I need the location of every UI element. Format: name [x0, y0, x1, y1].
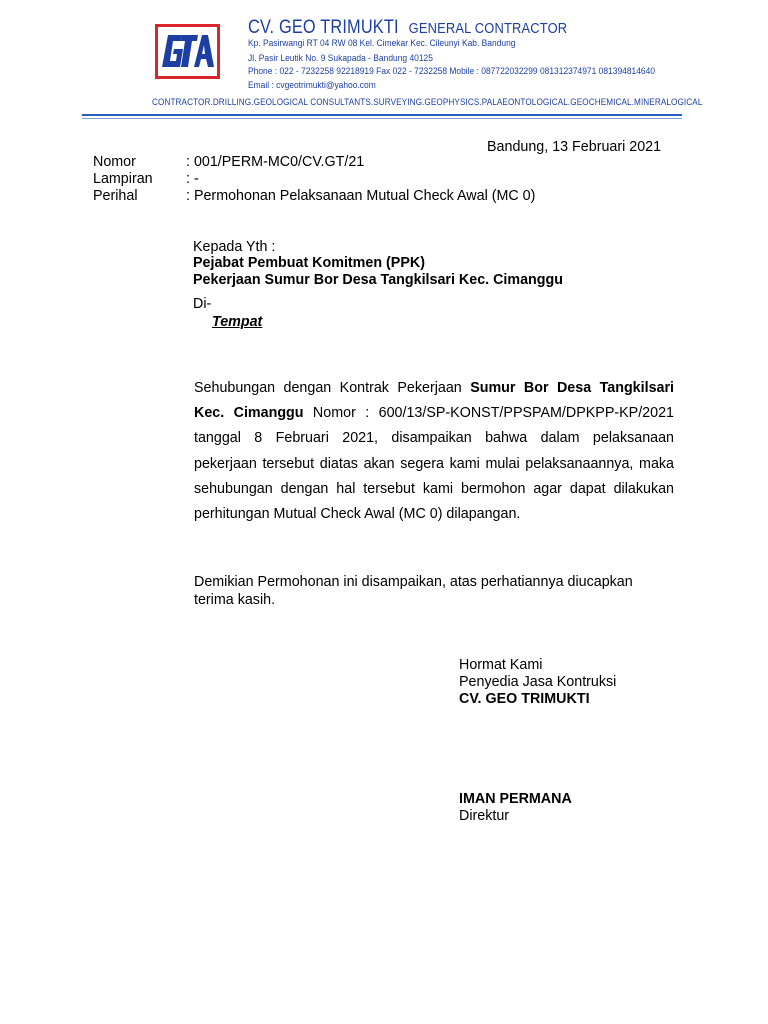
- company-address-2: Jl. Pasir Leutik No. 9 Sukapada - Bandung 40125: [248, 53, 433, 64]
- letterhead-divider-thin: [82, 118, 682, 119]
- company-logo: [155, 24, 220, 79]
- recipient-line-2: Pekerjaan Sumur Bor Desa Tangkilsari Kec. Cimanggu: [193, 272, 563, 288]
- body-p1-intro: Sehubungan dengan Kontrak Pekerjaan: [194, 380, 471, 396]
- logo-mark: [158, 27, 217, 76]
- body-p1-rest: Nomor : 600/13/SP-KONST/PPSPAM/DPKPP-KP/2021 tanggal 8 Februari 2021, disampaikan bahwa dalam pelaksanaan pekerjaan tersebut diatas akan segera kami mulai pelaksanaannya, maka sehubungan dengan hal tersebut kami bermohon agar dapat dilakukan perhitungan Mutual Check Awal (MC 0) dilapangan.: [194, 405, 674, 523]
- meta-label-perihal: Perihal: [93, 188, 138, 204]
- company-phone: Phone : 022 - 7232258 92218919 Fax 022 - 7232258 Mobile : 087722032299 081312374971 081394814640: [248, 66, 656, 77]
- company-email: Email : cvgeotrimukti@yahoo.com: [248, 80, 376, 91]
- letter-date: Bandung, 13 Februari 2021: [487, 139, 662, 155]
- recipient-di: Di-: [193, 296, 212, 312]
- recipient-greeting: Kepada Yth :: [193, 239, 276, 255]
- signer-title: Direktur: [459, 808, 510, 824]
- recipient-line-1: Pejabat Pembuat Komitmen (PPK): [193, 255, 425, 271]
- meta-label-nomor: Nomor: [93, 154, 136, 170]
- company-name-heading: [248, 17, 567, 39]
- meta-label-lampiran: Lampiran: [93, 171, 153, 187]
- body-paragraph-2: Demikian Permohonan ini disampaikan, atas perhatiannya diucapkan terima kasih.: [194, 574, 633, 608]
- body-paragraph-1: [194, 376, 674, 527]
- meta-value-perihal: : Permohonan Pelaksanaan Mutual Check Awal (MC 0): [186, 188, 536, 204]
- closing-salutation: Hormat Kami: [459, 657, 543, 673]
- closing-company: CV. GEO TRIMUKTI: [459, 691, 590, 707]
- body-p1-project: Sumur Bor Desa Tangkilsari Kec. Cimanggu: [194, 380, 675, 422]
- meta-value-nomor: : 001/PERM-MC0/CV.GT/21: [186, 154, 365, 170]
- letterhead-divider: [82, 114, 682, 116]
- company-address-1: Kp. Pasirwangi RT 04 RW 08 Kel. Cimekar Kec. Cileunyi Kab. Bandung: [248, 38, 516, 49]
- company-name: CV. GEO TRIMUKTI: [248, 17, 399, 38]
- company-services: CONTRACTOR.DRILLING.GEOLOGICAL CONSULTANTS.SURVEYING.GEOPHYSICS.PALAEONTOLOGICAL.GEOCHEMICAL.MINERALOGICAL: [152, 97, 703, 107]
- signer-name: IMAN PERMANA: [459, 791, 572, 807]
- recipient-tempat: Tempat: [212, 314, 263, 330]
- company-type: GENERAL CONTRACTOR: [408, 20, 568, 37]
- closing-role: Penyedia Jasa Kontruksi: [459, 674, 617, 690]
- meta-value-lampiran: : -: [186, 171, 199, 187]
